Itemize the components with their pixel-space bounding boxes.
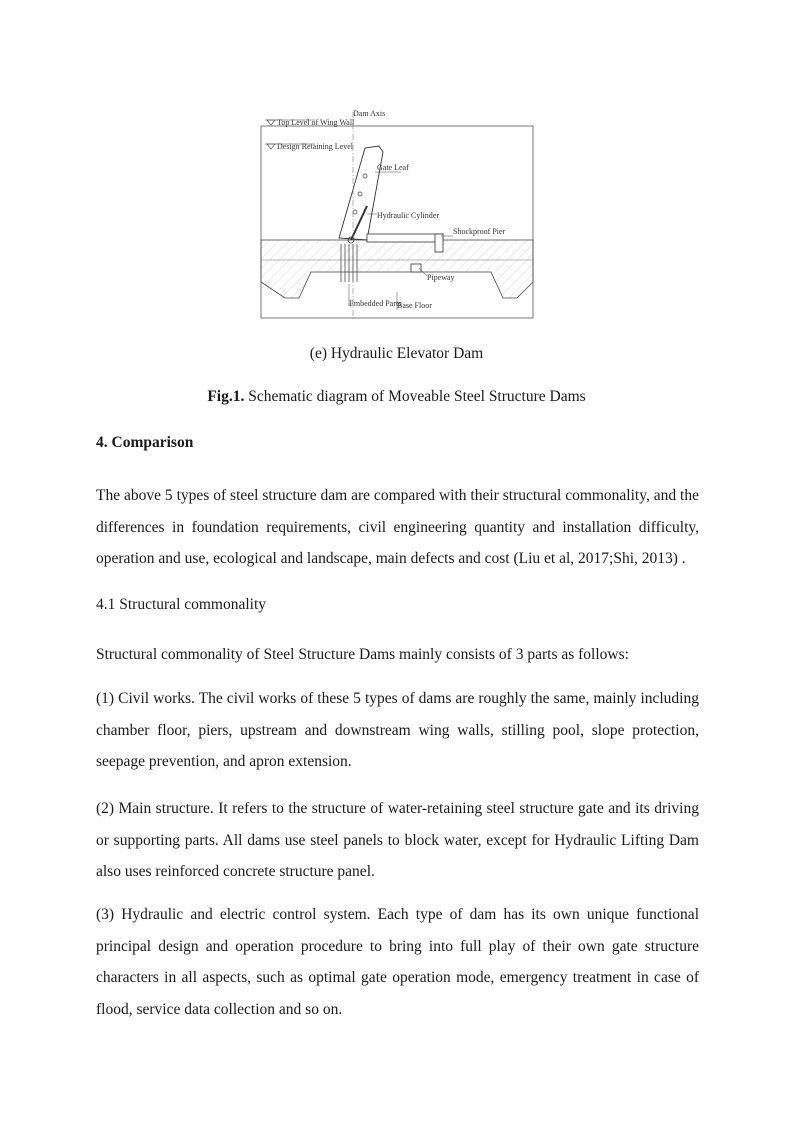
label-base-floor: Base Floor (397, 301, 432, 310)
figure-caption-prefix: Fig.1. (207, 388, 245, 405)
paragraph-main-structure: (2) Main structure. It refers to the structure of water-retaining steel structure gate and its driving or supporting parts. All dams use steel panels to block water, except for Hydraulic Lifting Dam also uses reinforced concrete structure panel. (96, 800, 699, 880)
hydraulic-elevator-dam-figure (255, 106, 537, 320)
paragraph-comparison: The above 5 types of steel structure dam are compared with their structural commonality, and the differences in foundation requirements, civil engineering quantity and installation difficulty, operation and use, ecological and landscape, main defects and cost (Liu et al, 2017;Shi, 2013) . (96, 487, 699, 567)
figure-subcaption: (e) Hydraulic Elevator Dam (309, 345, 484, 362)
dam-schematic (255, 106, 537, 320)
label-top-level: Top Level of Wing Wall (277, 118, 355, 127)
paragraph-civil-works: (1) Civil works. The civil works of these 5 types of dams are roughly the same, mainly including chamber floor, piers, upstream and downstream wing walls, stilling pool, slope protection, seepage prevention, and apron extension. (96, 690, 699, 770)
pipeway-shape (411, 264, 421, 272)
paragraph-control-system: (3) Hydraulic and electric control system. Each type of dam has its own unique functional principal design and operation procedure to bring into full play of their own gate structure characters in all aspects, such as optimal gate operation mode, emergency treatment in case of flood, service data collection and so on. (96, 906, 699, 1018)
label-dam-axis: Dam Axis (353, 109, 386, 118)
subsection-heading: 4.1 Structural commonality (96, 596, 267, 613)
label-design-level: Design Retaining Level (277, 142, 353, 151)
section-heading: 4. Comparison (96, 434, 194, 451)
foundation (261, 240, 533, 298)
paragraph-intro: Structural commonality of Steel Structure Dams mainly consists of 3 parts as follows: (96, 646, 629, 663)
label-hydraulic-cylinder: Hydraulic Cylinder (377, 211, 439, 220)
label-embedded-parts: Embedded Parts (349, 299, 402, 308)
figure-caption (0, 388, 793, 406)
shockproof-pier-shape (367, 234, 443, 242)
label-shockproof-pier: Shockproof Pier (453, 227, 506, 236)
label-gate-leaf: Gate Leaf (377, 163, 409, 172)
gate-leaf-shape (339, 146, 383, 240)
label-pipeway: Pipeway (427, 273, 455, 282)
figure-caption-text: Schematic diagram of Moveable Steel Structure Dams (244, 388, 586, 405)
